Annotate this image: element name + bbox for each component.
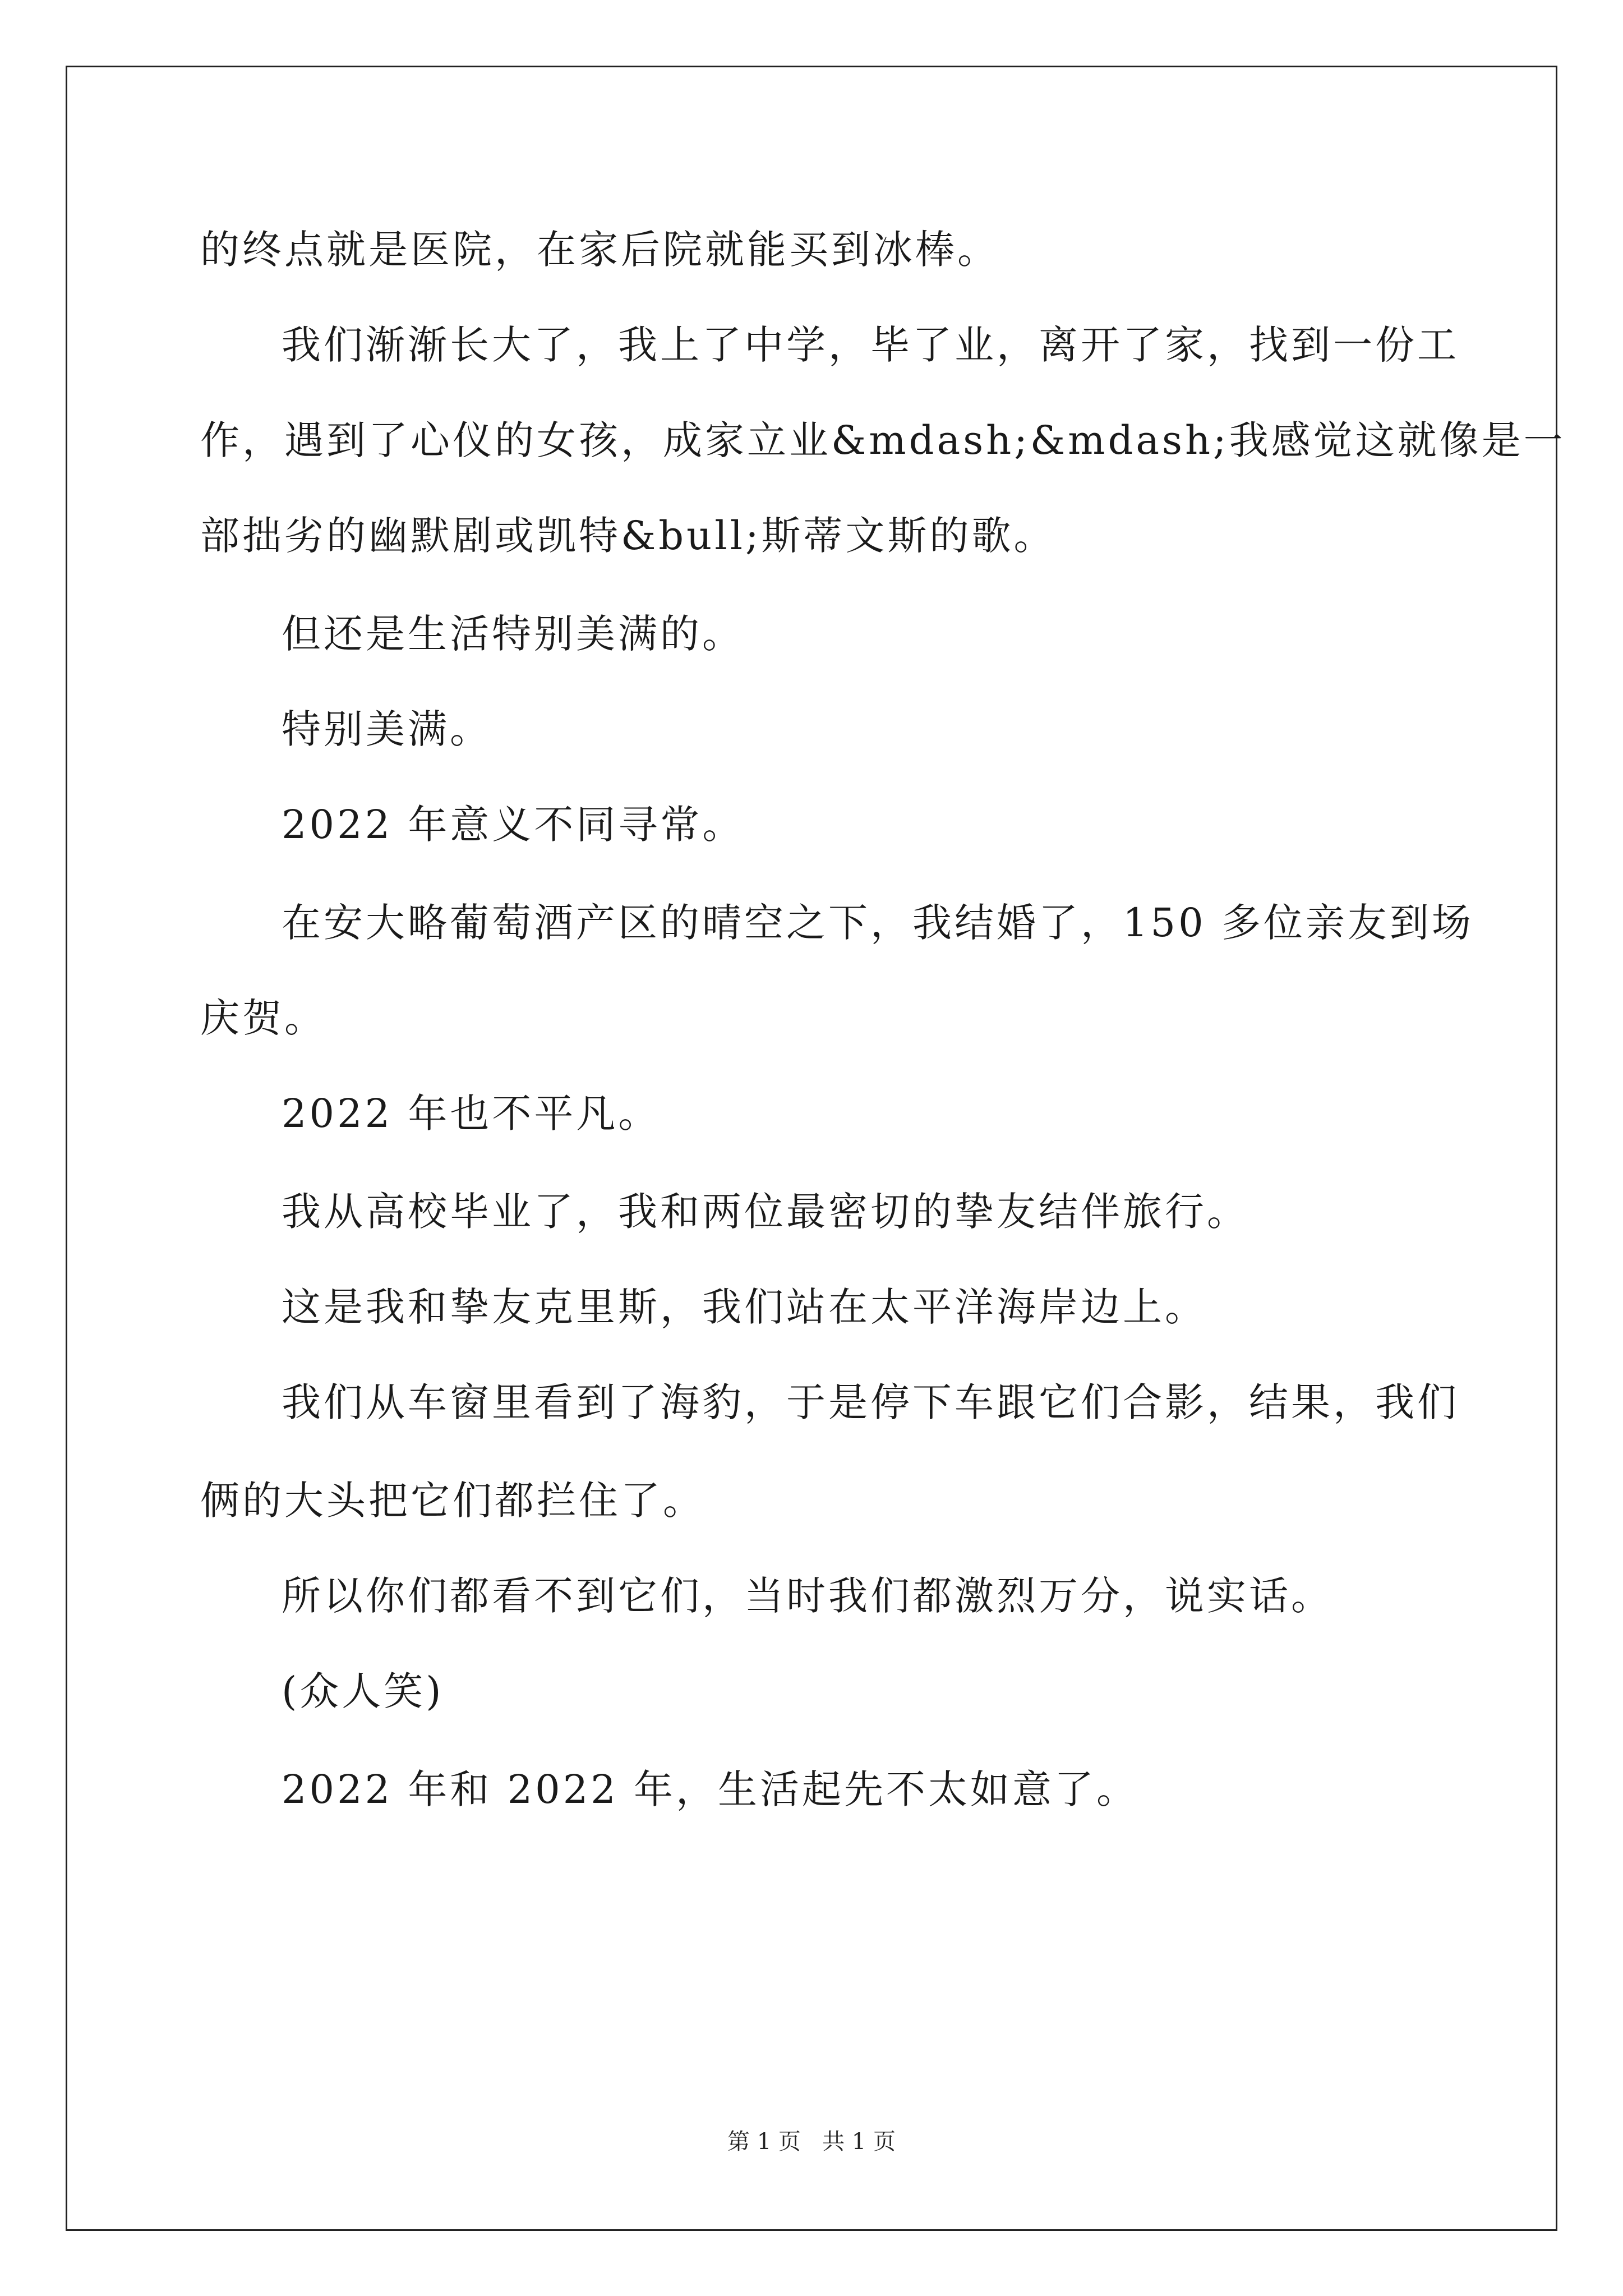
text-line: 俩的大头把它们都拦住了。	[200, 1478, 705, 1524]
text-line: 我们渐渐长大了，我上了中学，毕了业，离开了家，找到一份工	[282, 322, 1459, 368]
text-line: 我们从车窗里看到了海豹，于是停下车跟它们合影，结果，我们	[282, 1379, 1459, 1425]
page-number: 第 1 页	[727, 2129, 801, 2155]
text-line: 特别美满。	[282, 706, 492, 752]
page-border	[66, 66, 1557, 2231]
text-line: 这是我和挚友克里斯，我们站在太平洋海岸边上。	[282, 1284, 1207, 1330]
text-line: 部拙劣的幽默剧或凯特&bull;斯蒂文斯的歌。	[200, 513, 1056, 559]
text-line: 作，遇到了心仪的女孩，成家立业&mdash;&mdash;我感觉这就像是一	[200, 417, 1566, 463]
text-line: 的终点就是医院，在家后院就能买到冰棒。	[200, 227, 999, 273]
page-footer	[0, 2131, 1623, 2153]
text-line: 但还是生活特别美满的。	[282, 611, 744, 657]
text-line: 在安大略葡萄酒产区的晴空之下，我结婚了，150 多位亲友到场	[282, 900, 1474, 946]
text-line: (众人笑)	[282, 1668, 444, 1714]
page-total: 共 1 页	[822, 2129, 896, 2155]
text-line: 庆贺。	[200, 995, 326, 1041]
text-line: 2022 年意义不同寻常。	[282, 802, 745, 848]
text-line: 2022 年也不平凡。	[282, 1091, 661, 1137]
text-line: 2022 年和 2022 年，生活起先不太如意了。	[282, 1766, 1139, 1812]
text-line: 我从高校毕业了，我和两位最密切的挚友结伴旅行。	[282, 1189, 1249, 1235]
text-line: 所以你们都看不到它们，当时我们都激烈万分，说实话。	[282, 1573, 1333, 1619]
